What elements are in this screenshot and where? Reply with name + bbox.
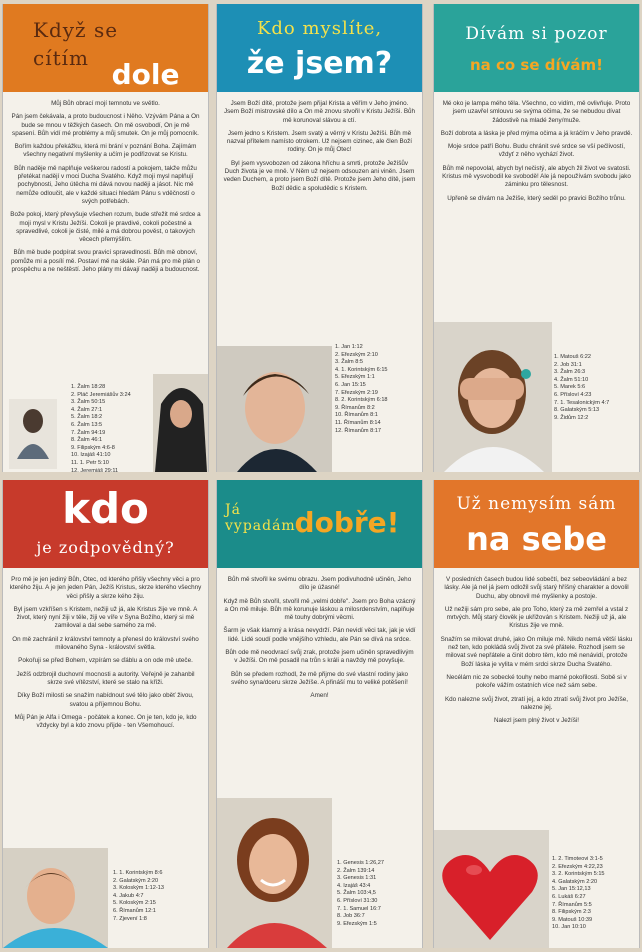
reference-item: 9. Efezským 1:5 [337,920,377,927]
card-ja-vypadam-dobre [216,480,423,948]
card-paragraph: Necélám nic ze sobecké touhy nebo marné pokořilosti. Sobě si v pokoře vážím ostatních více než sám sebe. [446,673,627,690]
reference-item: 9. Filipským 4:6-8 [71,444,115,451]
card-kdyz-se-citim-dole [2,4,209,472]
card-paragraph: Moje srdce patří Bohu. Budu chránit své srdce se vší pečlivostí, vždyť z něho vychází život. [447,143,626,159]
card-title-big: kdo [62,484,149,533]
reference-item: 1. Žalm 18:28 [71,384,106,390]
reference-item: 7. Žalm 94:19 [71,429,106,436]
reference-item: 2. Efezským 4:22,23 [552,863,603,870]
card-header [3,4,208,92]
reference-item: 7. 1. Tesalonickým 4:7 [554,399,610,406]
reference-item: 2. Efezským 2:10 [335,351,378,358]
card-paragraph: Nalezl jsem plný život v Ježíši! [493,717,580,725]
card-paragraph: Když mě Bůh stvořil, stvořil mě „velmi dobře". Jsem pro Boha vzácný a On mě miluje. Bůh mě korunuje láskou a milosrdenstvím, naplňuje mě touhy dobrými věcmi. [223,597,416,622]
reference-item: 6. Římanům 12:1 [113,907,156,914]
sad-girl-photo [9,399,57,469]
card-header [3,480,208,568]
reference-item: 4. 1. Korintským 6:15 [335,366,388,373]
card-title-big: dobře! [294,506,400,539]
card-title-big: na co se dívám! [469,56,603,74]
smiling-boy-photo [3,848,108,948]
reference-item: 12. Římanům 8:17 [335,427,382,434]
card-paragraph: Bože pokoj, který převyšuje všechen rozum, bude střežit mé srdce a moji mysl v Kristu Ježíši. Cokoli je pravdivé, cokoli počestné a spravedlivé, cokoli je čisté, milé a má dobrou pověst, o takových věcech přemýšlím. [10,211,201,244]
reference-item: 6. Přísloví 4:23 [554,391,592,398]
reference-item: 7. Zjevení 1:8 [113,915,147,922]
card-title-line1: Když se cítím [33,18,119,70]
reference-item: 6. Žalm 13:5 [71,421,103,428]
reference-list [71,384,131,472]
reference-item: 1. Matouš 6:22 [554,354,592,360]
card-body [217,576,422,706]
card-paragraph: Můj Pán je Alfa i Omega - počátek a konec. On je ten, kdo je, kdo vždycky byl a kdo znovu přijde - ten Všemohoucí. [14,713,197,730]
card-paragraph: Pro mě je jen jediný Bůh, Otec, od kterého přišly všechny věci a pro kterého žiju. A je jen jeden Pán, Ježíš Kristus, skrze kterého všechny věci přišly a skrze kého žiju. [9,576,202,600]
card-title-big: na sebe [466,520,607,558]
card-paragraph: Byl jsem vysvobozen od zákona hříchu a smrti, protože Ježíšův Duch života je ve mně. V Něm už nejsem odsouzen ani viněn. Jsem veden Duchem, a proto jsem Boží dítě. Protože jsem Jeho dítě, jsem Boží dědic a spoludědic s Kristem. [223,159,416,192]
reference-item: 2. Galatským 2:20 [113,877,159,884]
reference-item: 6. Jan 15:15 [335,381,366,388]
card-paragraph: Pokořuji se před Bohem, vzpírám se ďáblu a on ode mě uteče. [18,657,193,665]
card-paragraph: Bůh ode mě neodvrací svůj zrak, protože jsem učiněn spravedlivým v Ježíši. On mě posadil na trůn s králi a navždy mě povyšuje. [225,649,414,665]
card-title-big: že jsem? [246,46,393,81]
reference-item: 5. Marek 5:6 [554,384,586,391]
card-paragraph: Bůh se předem rozhodl, že mě přijme do své vlastní rodiny jako svého syna/dceru skrze Ježíše. A přináší mu to veliké potěšení! [230,670,409,686]
card-body [434,100,639,208]
reference-item: 3. Žalm 26:3 [554,369,586,376]
card-paragraph: Pán jsem čekávala, a proto budoucnost i Něho. Vzývám Pána a On bude se mnou v těžkých časech. On mě osvobodí, On je mě spasení. Bůh vidí mé problémy a můj smutek. On je můj pomocník. [11,113,200,137]
reference-item: 5. Žalm 103:4,5 [337,890,376,897]
card-paragraph: Amen! [310,692,329,700]
reference-item: 3. 2. Korintským 5:15 [552,871,605,878]
reference-item: 2. Job 31:1 [554,361,582,368]
reference-item: 6. Přísloví 31:30 [337,897,378,904]
card-paragraph: Bůh mě stvořil ke svému obrazu. Jsem podivuhodně učiněn, Jeho dílo je úžasné! [227,576,412,592]
reference-item: 11. 1. Petr 5:10 [71,459,109,466]
reference-item: 2. Žalm 139:14 [337,867,375,874]
card-paragraph: Byl jsem vzkříšen s Kristem, nežiji už já, ale Kristus žije ve mně. A život, který nyní žiji v těle, žiji ve víře v Syna Božího, který si mě zamiloval a dal sebe samého za mě. [13,605,198,630]
reference-list [335,344,388,435]
card-paragraph: Ježíš odzbrojil duchovní mocnosti a autority. Veřejně je zahanbil skrze své vítězství, které se stalo na kříži. [16,670,195,686]
card-paragraph: Bořím každou překážku, která mi brání v poznání Boha. Zajímám všechny negativní myšlenky a učím je podřizovat se Kristu. [14,143,197,159]
card-paragraph: Snažím se milovat druhé, jako On miluje mě. Nikdo nemá větší lásku než ten, kdo pokládá svůj život za své přátele. Rozhodl jsem se milovat své nepřátele a činit dobro těm, kdo mě nenávidí, protože Boží láska je vylita v mém srdci skrze Ducha Svatého. [440,635,633,668]
reference-list [113,870,164,923]
card-body [217,100,422,198]
card-header [217,480,422,568]
card-paragraph: Bůh naděje mě naplňuje veškerou radostí a pokojem, takže můžu přetékat nadějí v moci Ducha Svatého. Když moji mysl naplňují pochybnosti, Jeho útěcha mi dává novou naději a jásot. Nic mě nemůže odloučit, ale v každé situaci hledám Pánu s vděčností o svých potřebách. [14,164,197,205]
card-paragraph: Jsem jedno s Kristem. Jsem svatý a věrný v Kristu Ježíši. Bůh mě nazval přítelem namísto otrokem. Už nejsem cizinec, ale člen Boží rodiny. On je můj Otec! [226,129,413,154]
card-paragraph: Už nežiji sám pro sebe, ale pro Toho, který za mě zemřel a vstal z mrtvých. Můj starý člověk je ukřižován s Kristem. Nežiji už já, ale Kristus žije ve mně. [444,605,629,630]
card-paragraph: Bůh mě nepovolal, abych byl nečistý, ale abych žil život ve svatosti. Kristus mě vysvobodil ke svobodě! Ale já nepoužívám svobodu jako záminku pro tělesnost. [442,164,631,189]
reference-item: 5. Jan 15:12,13 [552,886,591,893]
reference-item: 12. Jeremiáš 29:11 [71,467,119,472]
red-heart-balloon-photo [434,830,549,948]
smiling-girl-photo [217,798,332,948]
card-body [434,576,639,730]
card-header [434,480,639,568]
reference-item: 5. Koloským 2:15 [113,900,156,907]
card-title-line1: Dívám si pozor [465,24,608,44]
reference-item: 5. Efezským 1:1 [335,374,375,381]
reference-item: 8. Žalm 46:1 [71,437,103,444]
reference-item: 5. Žalm 18:2 [71,414,103,421]
card-body [3,576,208,735]
card-paragraph: Upřeně se dívám na Ježíše, který seděl po pravici Božího trůnu. [447,194,626,202]
card-paragraph: Šarm je však klamný a krása nevydrží. Pán nevidí věci tak, jak je vidí lidé. Lidé soudí podle vnějšího vzhledu, ale Pán se dívá na srdce. [223,627,416,643]
reference-item: 6. Lukáš 6:27 [552,893,586,900]
reference-item: 9. Židům 12:2 [554,414,589,421]
reference-item: 7. Římanům 5:5 [552,901,592,908]
reference-list [554,354,609,422]
card-title-line1: je zodpovědný? [36,538,175,557]
boy-portrait-photo [217,346,332,472]
reference-item: 3. Genesis 1:31 [337,875,377,882]
card-header [217,4,422,92]
card-paragraph: Můj Bůh obrací mojí temnotu ve světlo. [51,100,160,107]
reference-item: 4. Galatským 2:20 [552,878,598,885]
reference-item: 4. Jakub 4:7 [113,892,144,899]
card-body [3,100,208,279]
reference-item: 8. Filipským 2:3 [552,909,591,916]
girl-covering-eyes-photo [434,322,552,472]
reference-item: 1. Jan 1:12 [335,344,363,350]
card-header [434,4,639,92]
reference-item: 10. Římanům 8:1 [335,412,378,419]
reference-item: 3. Žalm 50:15 [71,399,106,406]
card-kdo-je-zodpovedny [2,480,209,948]
card-paragraph: Kdo nalezne svůj život, ztratí jej, a kdo ztratí svůj život pro Ježíše, nalezne jej. [444,695,629,711]
reference-item: 7. 1. Samuel 16:7 [337,905,381,912]
card-paragraph: Bůh mě bude podpírat svou pravicí spravedlnosti. Bůh mě obnoví, pomůže mi a posílí mě. Postaví mě na skále. Pán má pro mě plán o prospěchu a ne neštěstí. Jeho plány mi dávají naději a budoucnost. [11,249,200,274]
reference-list [337,860,384,928]
card-kdo-myslite-ze-jsem [216,4,423,472]
card-paragraph: Díky Boží milosti se snažím nabídnout své tělo jako oběť živou, svatou a příjemnou Bohu. [17,692,194,708]
reference-item: 1. 2. Timoteovi 3:1-5 [552,856,603,862]
card-title-line1: Kdo myslíte, [256,18,383,39]
card-title-line1: Už nemysím sám [456,494,617,514]
card-paragraph: Mé oko je lampa mého těla. Všechno, co vidím, mě ovlivňuje. Proto jsem uzavřel smlouvu se svýma očima, že se nebudou dívat žádostivě na mladé ženy/muže. [442,100,631,124]
reference-item: 10. Jan 10:10 [552,924,586,931]
hooded-boy-photo [153,374,208,472]
reference-item: 7. Efezským 2:19 [335,389,378,396]
reference-item: 1. Genesis 1:26,27 [337,860,384,866]
reference-item: 1. 1. Korintským 8:6 [113,870,163,876]
reference-item: 4. Izajáš 43:4 [337,882,371,889]
card-uz-nemysim-sam-na-sebe [433,480,640,948]
reference-item: 2. Pláč Jeremiášův 3:24 [71,391,131,398]
reference-item: 3. Koloským 1:12-13 [113,885,164,892]
reference-item: 8. Galatským 5:13 [554,407,600,414]
reference-item: 11. Římanům 8:14 [335,419,381,426]
reference-item: 4. Žalm 27:1 [71,406,103,413]
card-title-line1: Já vypadám [225,502,296,534]
reference-item: 3. Žalm 8:5 [335,359,363,366]
reference-list [552,856,605,932]
reference-item: 8. Job 36:7 [337,913,365,920]
card-paragraph: Boží dobrota a láska je před mýma očima a já kráčím v Jeho pravdě. [440,129,633,137]
reference-item: 9. Matouš 10:39 [552,916,593,923]
reference-item: 8. 2. Korintským 6:18 [335,397,388,404]
reference-item: 10. Izajáš 41:10 [71,452,111,459]
card-paragraph: On mě zachránil z království temnoty a přenesl do království svého milovaného Syna - království světla. [12,635,199,652]
card-paragraph: V posledních časech budou lidé sobečtí, bez sebeovládání a bez lásky. Ale já nel já jsem odložil svůj starý hříšný charakter a dovolil Duchu, aby obnovil mé myšlenky a postoje. [444,576,629,600]
card-paragraph: Jsem Boží dítě, protože jsem přijal Krista a věřím v Jeho jméno. Jsem Boží mistrovské dílo a On mě znovu stvořil v Kristu Ježíši. Bůh mě korunoval slávou a ctí. [223,100,416,124]
reference-item: 4. Žalm 51:10 [554,376,589,383]
reference-item: 9. Římanům 8:2 [335,404,375,411]
card-title-big: dole [111,58,180,91]
card-divam-si-pozor [433,4,640,472]
